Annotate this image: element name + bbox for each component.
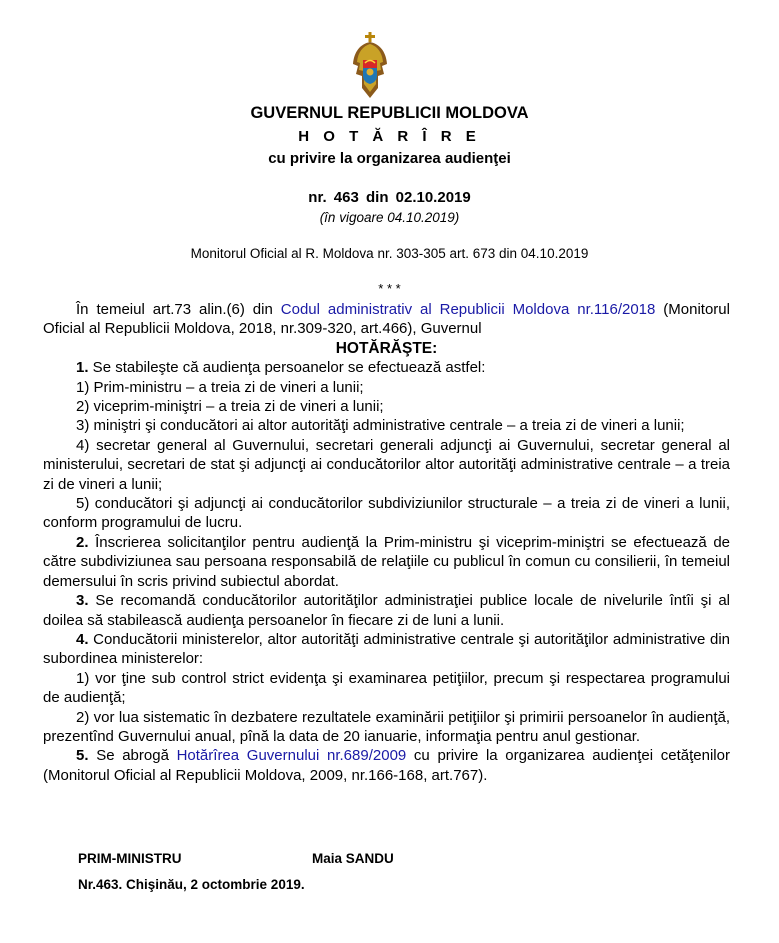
preamble-text-end: (Monitorul Oficial al Republicii Moldova, 2018, nr.309-320, art.466), Guvernul [43,301,730,338]
point-1-item: 3) miniştri şi conducători ai altor autorităţi administrative centrale – a treia zi de vineri a lunii; [76,417,685,435]
preamble-text: În temeiul art.73 alin.(6) din [76,301,281,318]
place-and-date: Nr.463. Chişinău, 2 octombrie 2019. [78,877,305,892]
point-1-item: 1) Prim-ministru – a treia zi de vineri a lunii; [76,378,364,396]
point-5 [43,746,730,785]
point-text-end: cu privire la organizarea audienţei cetăţenilor (Monitorul Oficial al Republicii Moldova, 2009, nr.166-168, art.767). [43,747,730,784]
point-number: 3. [76,592,89,610]
point-1-item: 4) secretar general al Guvernului, secretari generali adjuncţi ai Guvernului, secretar general al ministerului, secretari de stat şi adjuncţi ai conducătorilor altor autorităţi administrative centrale – a treia zi de vineri a lunii; [43,436,730,493]
point-4-item: 2) vor lua sistematic în dezbatere rezultatele examinării petiţiilor şi primirii persoanelor în audienţă, prezentînd Guvernului anual, pînă la data de 20 ianuarie, informaţia pentru anul gestionar. [43,708,730,745]
point-text: Se stabileşte că audienţa persoanelor se efectuează astfel: [88,359,486,377]
signatory-name: Maia SANDU [312,851,394,866]
document-type: H O T Ă R Î R E [298,128,481,145]
administrative-code-link[interactable]: Codul administrativ al Republicii Moldova nr.116/2018 [280,301,656,318]
in-force-date: (în vigoare 04.10.2019) [319,210,460,225]
document-body [43,300,730,785]
point-4 [43,630,730,669]
point-number: 1. [76,359,89,377]
document-number: nr. 463 din 02.10.2019 [308,189,471,206]
moldova-coat-of-arms-icon [350,30,390,100]
decides-heading: HOTĂRĂŞTE: [335,339,438,357]
preamble [43,300,730,339]
government-title: GUVERNUL REPUBLICII MOLDOVA [250,104,529,122]
point-text: Se recomandă conducătorilor autorităţilor administraţiei publice locale de nivelurile întîi şi al doilea să stabilească audienţa persoanelor în fiecare zi de luni a lunii. [43,592,730,629]
government-decision-689-link[interactable]: Hotărîrea Guvernului nr.689/2009 [176,747,407,765]
point-text: Conducătorii ministerelor, altor autorităţi administrative centrale şi autorităţilor administrative din subordinea ministerelor: [43,630,730,668]
point-1-item: 5) conducători şi adjuncţi ai conducătorilor subdiviziunilor structurale – a treia zi de vineri a lunii, conform programului de lucru. [43,495,730,532]
point-number: 4. [76,630,89,648]
point-1 [43,358,730,377]
signatory-title: PRIM-MINISTRU [78,851,182,866]
point-2 [43,533,730,591]
point-1-item: 2) viceprim-miniştri – a treia zi de vineri a lunii; [76,398,384,416]
point-text: Se abrogă [88,747,177,765]
point-number: 5. [76,747,89,765]
point-3 [43,591,730,630]
point-4-item: 1) vor ţine sub control strict evidenţa şi examinarea petiţiilor, precum şi respectarea programului de audienţă; [43,669,730,707]
point-text: Înscrierea solicitanţilor pentru audienţă la Prim-ministru şi viceprim-miniştri se efectuează de către subdiviziunea sau persoana responsabilă de relaţiile cu publicul în comun cu consilierii, în temeiul demersului în scris privind subiectul abordat. [43,533,730,590]
official-monitor-reference: Monitorul Oficial al R. Moldova nr. 303-305 art. 673 din 04.10.2019 [190,246,589,261]
point-number: 2. [76,533,89,551]
document-subject: cu privire la organizarea audienţei [268,150,511,167]
section-separator: * * * [378,281,401,296]
